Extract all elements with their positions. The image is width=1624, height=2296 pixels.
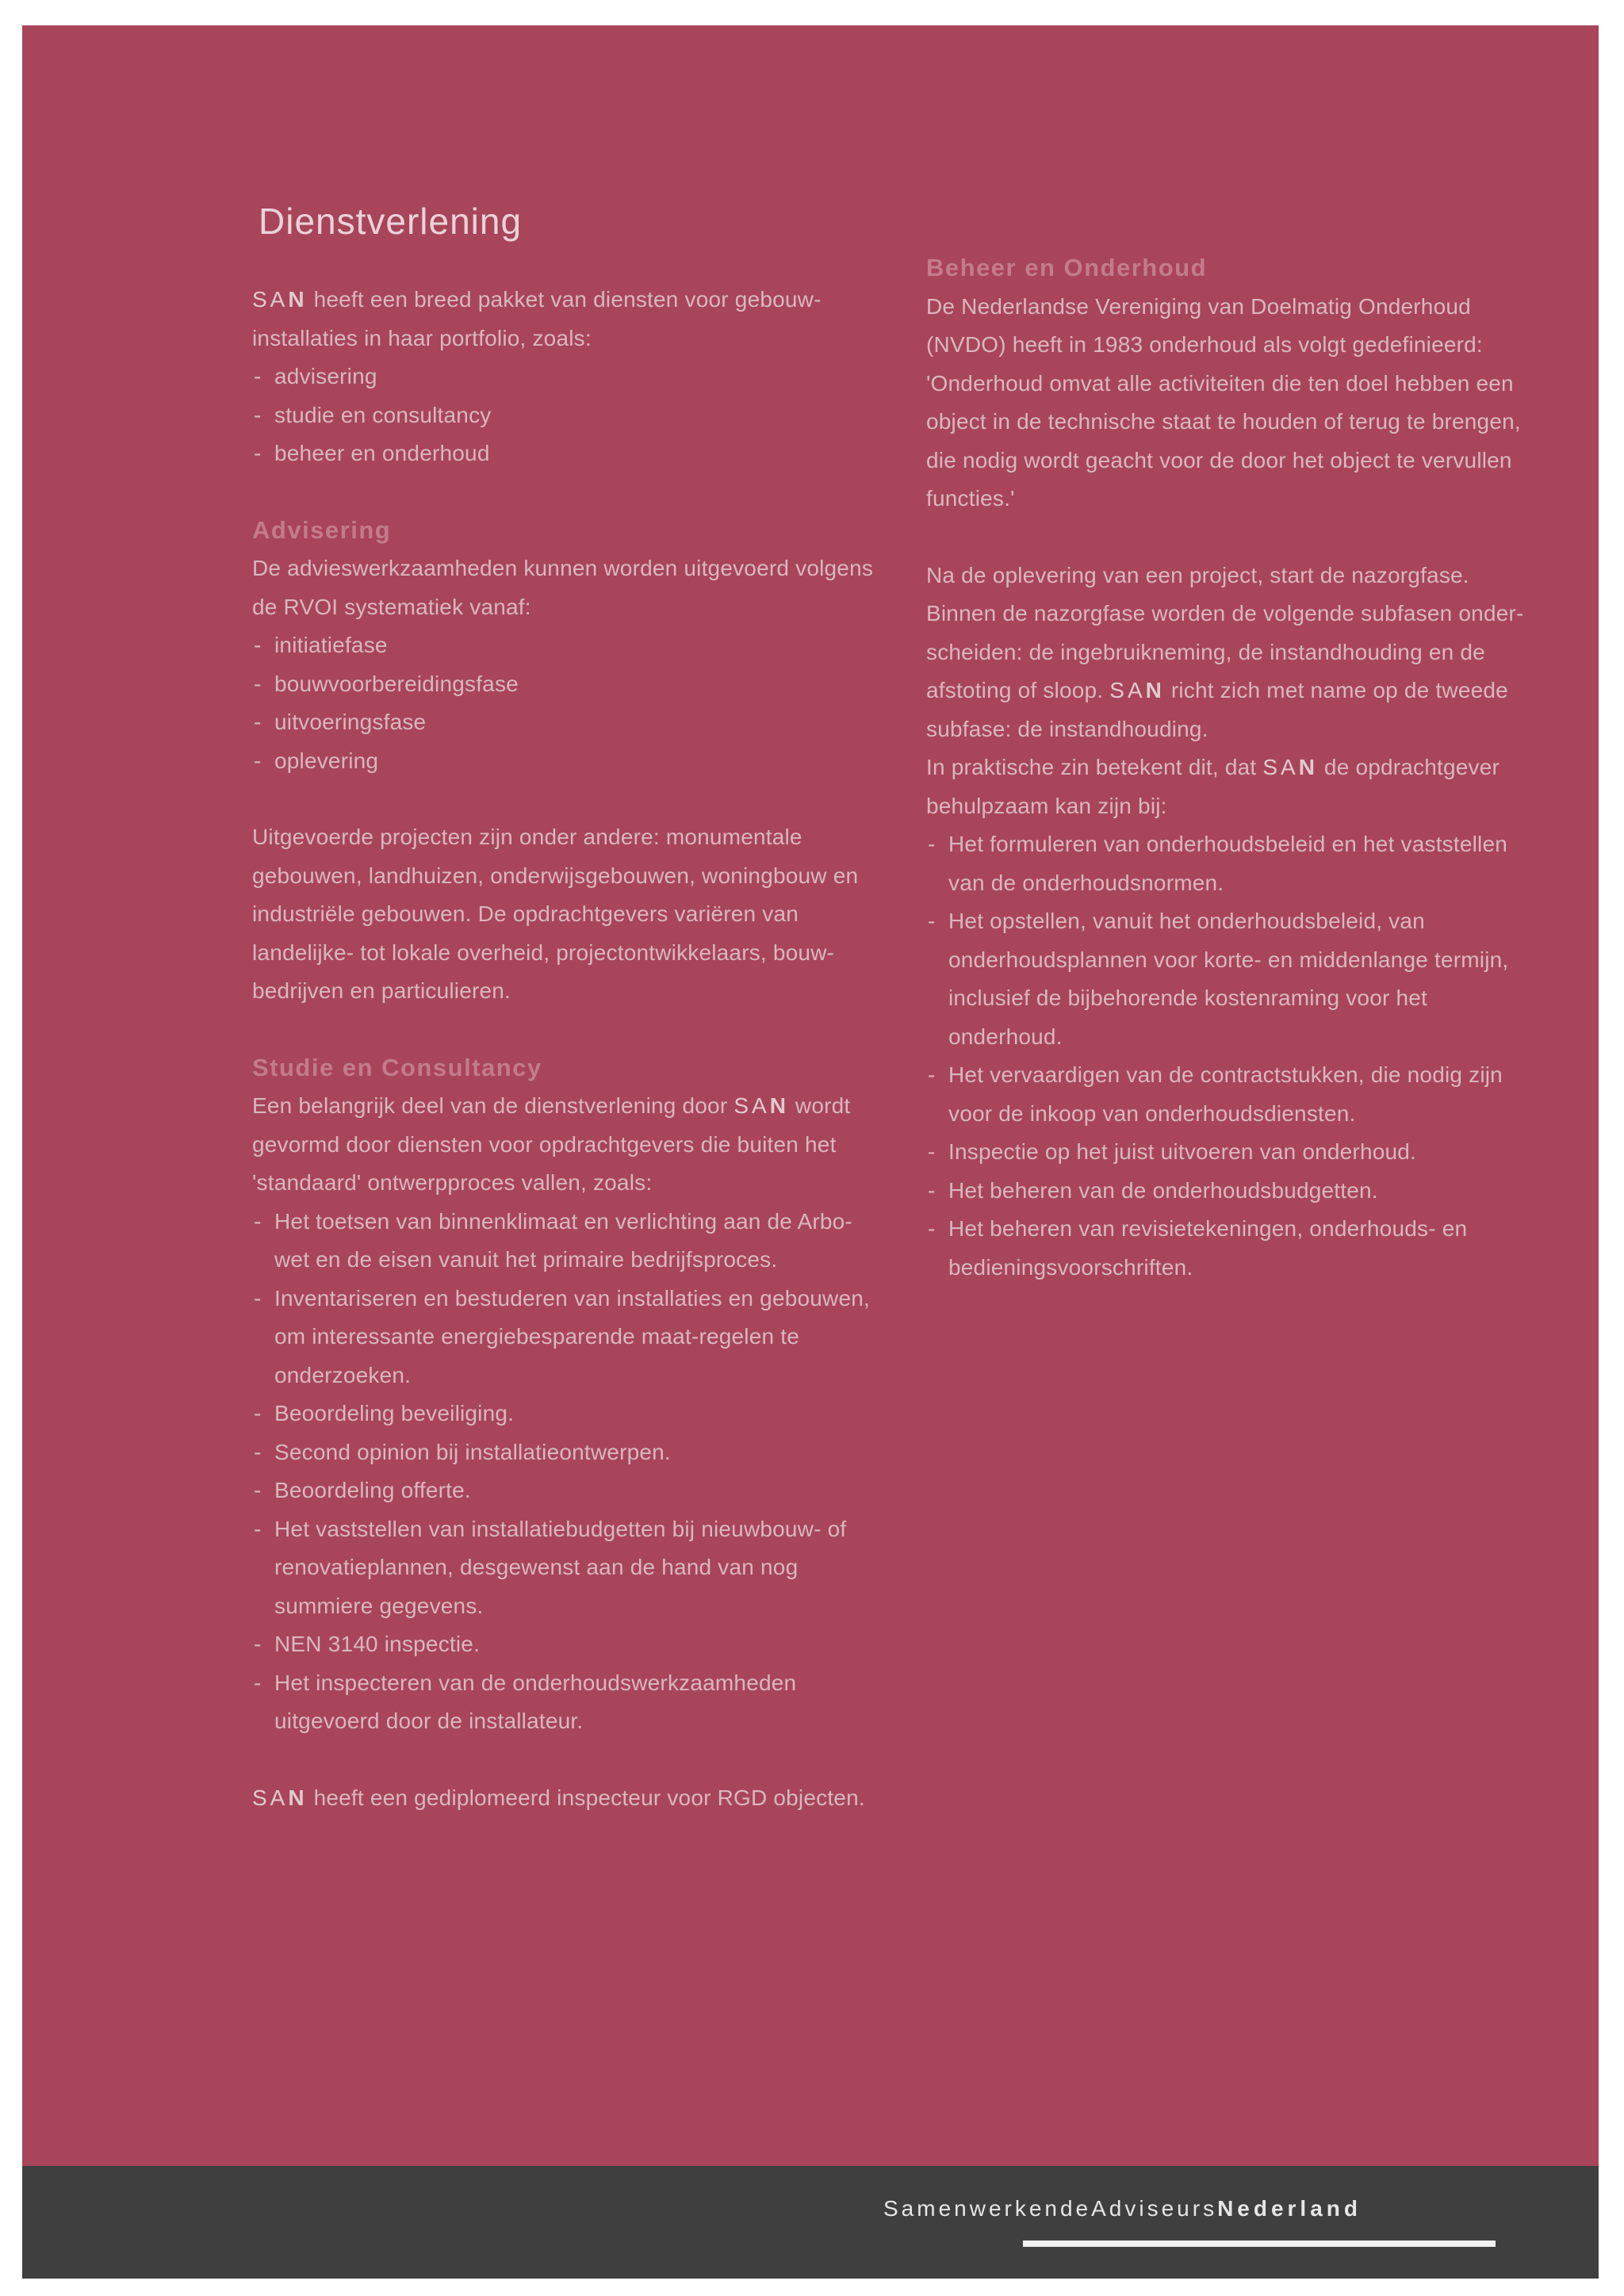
list-item: - Het vervaardigen van de contractstukken, die nodig zijn voor de inkoop van onderhoudsdiensten.: [926, 1056, 1529, 1133]
list-item: - oplevering: [252, 742, 887, 781]
list-item: - bouwvoorbereidingsfase: [252, 665, 887, 704]
footer-bar: [22, 2166, 1599, 2279]
studie-text: Een belangrijk deel van de dienstverlening door SAN wordt gevormd door diensten voor opdrachtgevers die buiten het 'standaard' ontwerpproces vallen, zoals:: [252, 1093, 851, 1195]
list-item: - Het formuleren van onderhoudsbeleid en het vaststellen van de onderhoudsnormen.: [926, 825, 1529, 902]
list-item: - Het opstellen, vanuit het onderhoudsbeleid, van onderhoudsplannen voor korte- en middenlange termijn, inclusief de bijbehorende kostenraming voor het onderhoud.: [926, 902, 1529, 1056]
studie-heading: Studie en Consultancy: [252, 1053, 542, 1081]
list-item: - Het beheren van de onderhoudsbudgetten.: [926, 1172, 1529, 1211]
san-brand-mark: SAN: [252, 1785, 308, 1810]
nvdo-paragraph: De Nederlandse Vereniging van Doelmatig Onderhoud (NVDO) heeft in 1983 onderhoud als volgt gedefinieerd: 'Onderhoud omvat alle activiteiten die ten doel hebben een object in de technische staat te houden of terug te brengen, die nodig wordt geacht voor de door het object te vervullen functies.': [926, 293, 1521, 511]
left-column: [252, 281, 887, 1817]
list-item: - NEN 3140 inspectie.: [252, 1625, 887, 1664]
page-title: Dienstverlening: [259, 201, 523, 242]
footer-divider: [1023, 2241, 1496, 2247]
list-item: - Inspectie op het juist uitvoeren van onderhoud.: [926, 1133, 1529, 1172]
intro-list: [252, 358, 887, 473]
projects-paragraph: Uitgevoerde projecten zijn onder andere: monumentale gebouwen, landhuizen, onderwijsgebouwen, woningbouw en industriële gebouwen. De opdrachtgevers variëren van landelijke- tot lokale overheid, projectontwikkelaars, bouw-bedrijven en particulieren.: [252, 825, 859, 1003]
list-item: - advisering: [252, 358, 887, 396]
list-item: - Het toetsen van binnenklimaat en verlichting aan de Arbo-wet en de eisen vanuit het primaire bedrijfsproces.: [252, 1203, 887, 1280]
list-item: - Het beheren van revisietekeningen, onderhouds- en bedieningsvoorschriften.: [926, 1210, 1529, 1287]
intro-paragraph: SAN heeft een breed pakket van diensten voor gebouw-installaties in haar portfolio, zoals:: [252, 287, 822, 350]
nazorg-paragraph: Na de oplevering van een project, start de nazorgfase. Binnen de nazorgfase worden de volgende subfasen onder-scheiden: de ingebruikneming, de instandhouding en de afstoting of sloop. SAN richt zich met name op de tweede subfase: de instandhouding.: [926, 562, 1524, 741]
footer-brand: SamenwerkendeAdviseursNederland: [883, 2196, 1362, 2221]
praktisch-paragraph: In praktische zin betekent dit, dat SAN de opdrachtgever behulpzaam kan zijn bij:: [926, 755, 1500, 818]
list-item: - beheer en onderhoud: [252, 434, 887, 473]
list-item: - Het vaststellen van installatiebudgetten bij nieuwbouw- of renovatieplannen, desgewenst aan de hand van nog summiere gegevens.: [252, 1510, 887, 1626]
closing-paragraph: SAN heeft een gediplomeerd inspecteur voor RGD objecten.: [252, 1785, 865, 1810]
san-brand-mark: SAN: [252, 287, 308, 312]
list-item: - Inventariseren en bestuderen van installaties en gebouwen, om interessante energiebesparende maat-regelen te onderzoeken.: [252, 1280, 887, 1395]
studie-list: [252, 1203, 887, 1741]
san-brand-mark: SAN: [1109, 678, 1165, 702]
list-item: - initiatiefase: [252, 626, 887, 665]
beheer-heading: Beheer en Onderhoud: [926, 254, 1208, 281]
beheer-list: [926, 825, 1529, 1287]
san-brand-mark: SAN: [733, 1093, 789, 1118]
right-column: [926, 254, 1529, 1287]
list-item: - uitvoeringsfase: [252, 703, 887, 742]
list-item: - studie en consultancy: [252, 396, 887, 435]
advisering-list: [252, 626, 887, 780]
advisering-heading: Advisering: [252, 515, 392, 544]
san-brand-mark: SAN: [1262, 755, 1318, 779]
list-item: - Het inspecteren van de onderhoudswerkzaamheden uitgevoerd door de installateur.: [252, 1664, 887, 1741]
list-item: - Second opinion bij installatieontwerpen.: [252, 1433, 887, 1472]
advisering-text: De advieswerkzaamheden kunnen worden uitgevoerd volgens de RVOI systematiek vanaf:: [252, 556, 874, 619]
list-item: - Beoordeling beveiliging.: [252, 1395, 887, 1433]
list-item: - Beoordeling offerte.: [252, 1471, 887, 1510]
